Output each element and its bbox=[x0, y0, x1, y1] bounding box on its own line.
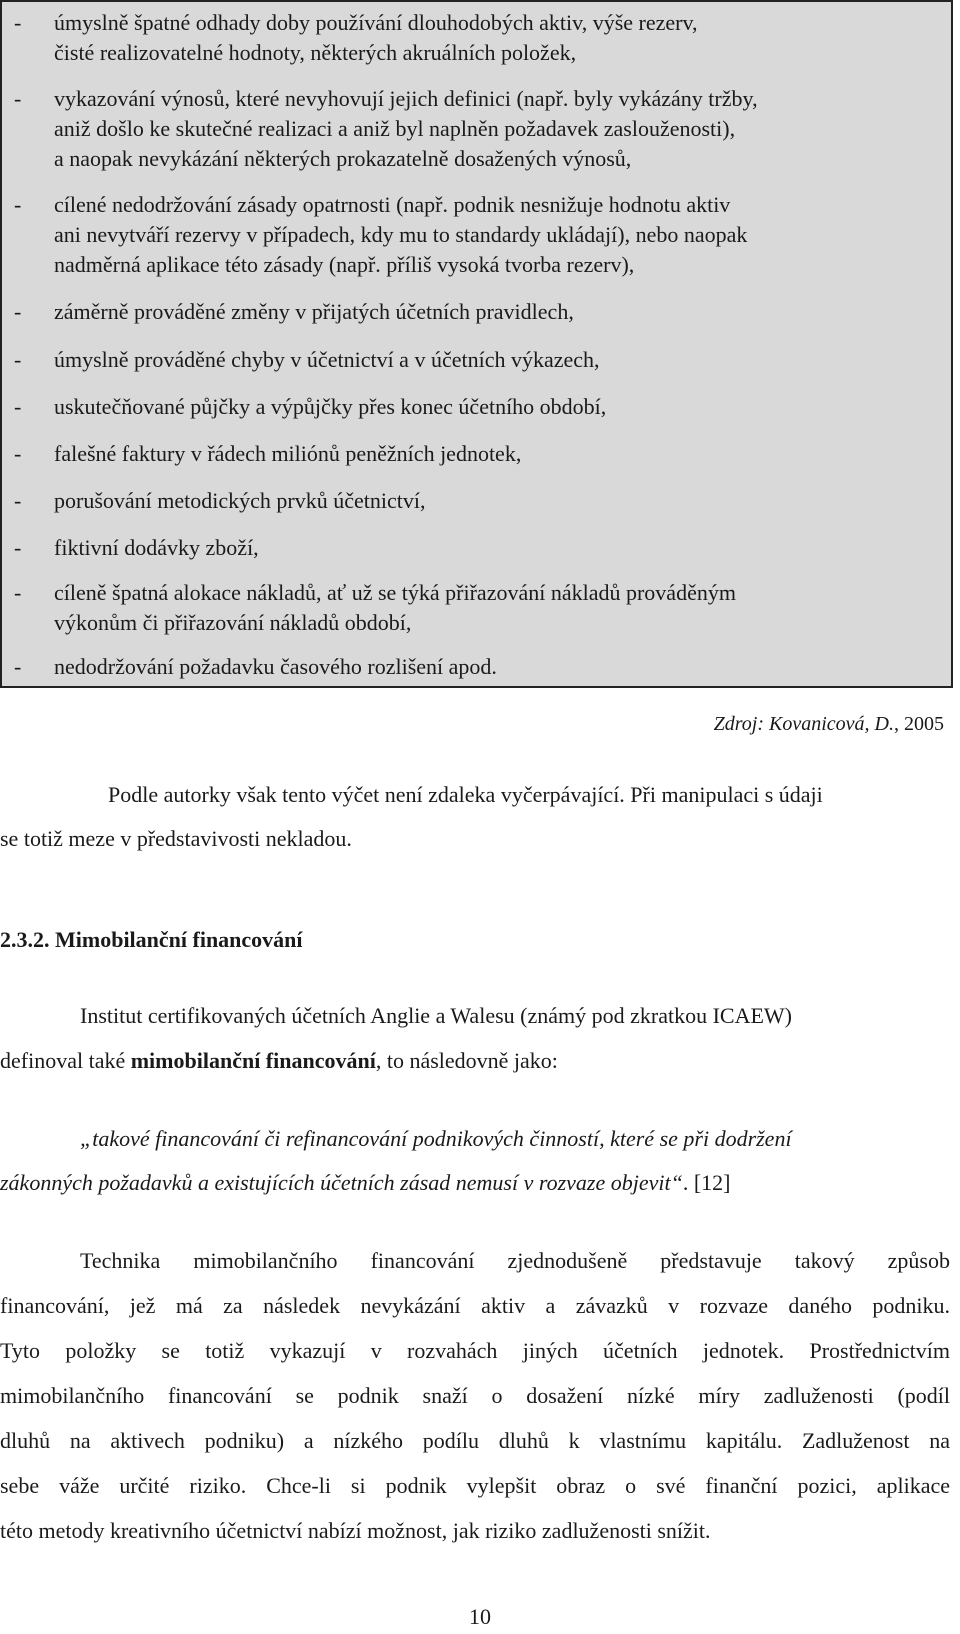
bullet-dash: - bbox=[14, 347, 22, 372]
bullet-dash: - bbox=[14, 192, 22, 217]
bullet-dash: - bbox=[14, 580, 22, 605]
list-item-line: čisté realizovatelné hodnoty, některých akruálních položek, bbox=[54, 40, 577, 65]
reference-marker: . [12] bbox=[682, 1170, 731, 1195]
list-item-line: uskutečňované půjčky a výpůjčky přes konec účetního období, bbox=[54, 394, 607, 419]
bullet-dash: - bbox=[14, 299, 22, 324]
list-item-line: nadměrná aplikace této zásady (např. příliš vysoká tvorba rezerv), bbox=[54, 252, 635, 277]
paragraph-line bbox=[0, 1047, 558, 1075]
text-run: , to následovně jako: bbox=[375, 1048, 558, 1073]
paragraph-line: financování, jež má za následek nevykázání aktiv a závazků v rozvaze daného podniku. bbox=[0, 1293, 950, 1318]
quote-line bbox=[0, 1169, 731, 1197]
list-item-line: porušování metodických prvků účetnictví, bbox=[54, 488, 426, 513]
paragraph-line: Tyto položky se totiž vykazují v rozvahách jiných účetních jednotek. Prostřednictvím bbox=[0, 1338, 950, 1363]
paragraph-line: Technika mimobilančního financování zjednodušeně představuje takový způsob bbox=[80, 1248, 950, 1273]
list-item-line: cíleně špatná alokace nákladů, ať už se týká přiřazování nákladů prováděným bbox=[54, 580, 736, 605]
bullet-dash: - bbox=[14, 441, 22, 466]
bullet-dash: - bbox=[14, 394, 22, 419]
paragraph-line: této metody kreativního účetnictví nabízí možnost, jak riziko zadluženosti snížit. bbox=[0, 1518, 711, 1543]
quote-line: „takové financování či refinancování podnikových činností, které se při dodržení bbox=[80, 1126, 792, 1151]
page-number: 10 bbox=[469, 1604, 491, 1629]
bullet-dash: - bbox=[14, 488, 22, 513]
source-year: , 2005 bbox=[894, 713, 944, 735]
list-item-line: ani nevytváří rezervy v případech, kdy mu to standardy ukládají), nebo naopak bbox=[54, 222, 748, 247]
list-item-line: úmyslně špatné odhady doby používání dlouhodobých aktiv, výše rezerv, bbox=[54, 10, 698, 35]
bullet-dash: - bbox=[14, 535, 22, 560]
bullet-dash: - bbox=[14, 86, 22, 111]
list-item-line: úmyslně prováděné chyby v účetnictví a v účetních výkazech, bbox=[54, 347, 600, 372]
bullet-dash: - bbox=[14, 654, 22, 679]
list-item-line: cílené nedodržování zásady opatrnosti (např. podnik nesnižuje hodnotu aktiv bbox=[54, 192, 731, 217]
bold-term: mimobilanční financování bbox=[130, 1048, 376, 1073]
list-item-line: výkonům či přiřazování nákladů období, bbox=[54, 610, 412, 635]
paragraph-line: Podle autorky však tento výčet není zdaleka vyčerpávající. Při manipulaci s údaji bbox=[108, 782, 823, 807]
source-label: Zdroj: Kovanicová, D. bbox=[713, 713, 894, 735]
section-heading: 2.3.2. Mimobilanční financování bbox=[0, 927, 303, 952]
list-item-line: falešné faktury v řádech miliónů peněžních jednotek, bbox=[54, 441, 522, 466]
list-item-line: a naopak nevykázání některých prokazatelně dosažených výnosů, bbox=[54, 146, 632, 171]
list-item-line: aniž došlo ke skutečné realizaci a aniž byl naplněn požadavek zaslouženosti), bbox=[54, 116, 736, 141]
list-item-line: nedodržování požadavku časového rozlišení apod. bbox=[54, 654, 497, 679]
text-run: definoval také bbox=[0, 1048, 131, 1073]
paragraph-line: se totiž meze v představivosti nekladou. bbox=[0, 826, 352, 851]
list-item-line: vykazování výnosů, které nevyhovují jejich definici (např. byly vykázány tržby, bbox=[54, 86, 758, 111]
source-citation bbox=[714, 710, 944, 738]
bullet-list-box bbox=[0, 0, 953, 688]
list-item-line: záměrně prováděné změny v přijatých účetních pravidlech, bbox=[54, 299, 574, 324]
bullet-dash: - bbox=[14, 10, 22, 35]
list-item-line: fiktivní dodávky zboží, bbox=[54, 535, 259, 560]
paragraph-line: sebe váže určité riziko. Chce-li si podnik vylepšit obraz o své finanční pozici, aplikace bbox=[0, 1473, 950, 1498]
paragraph-line: Institut certifikovaných účetních Anglie a Walesu (známý pod zkratkou ICAEW) bbox=[80, 1003, 792, 1028]
paragraph-line: mimobilančního financování se podnik snaží o dosažení nízké míry zadluženosti (podíl bbox=[0, 1383, 950, 1408]
quote-text: zákonných požadavků a existujících účetních zásad nemusí v rozvaze objevit“ bbox=[0, 1170, 683, 1195]
paragraph-line: dluhů na aktivech podniku) a nízkého podílu dluhů k vlastnímu kapitálu. Zadluženost na bbox=[0, 1428, 950, 1453]
